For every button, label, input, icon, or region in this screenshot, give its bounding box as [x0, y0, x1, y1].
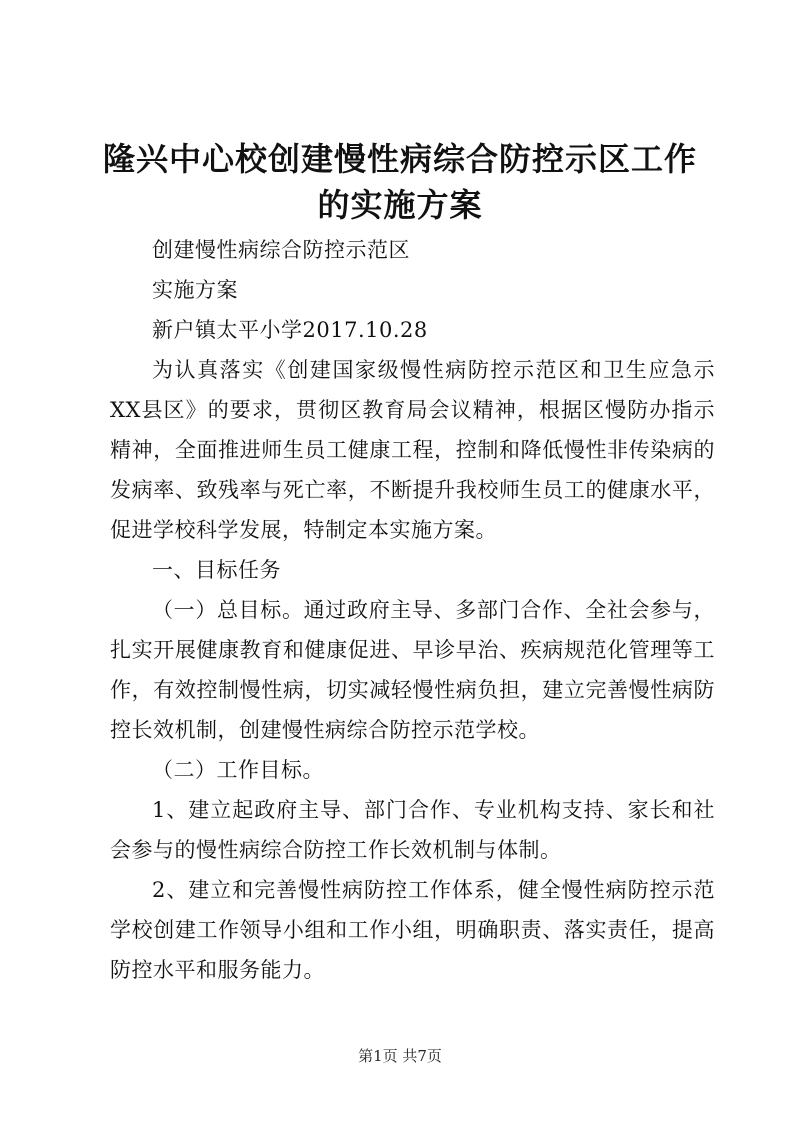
paragraph-author-date: 新户镇太平小学2017.10.28 [152, 318, 428, 342]
paragraph-intro: 为认真落实《创建国家级慢性病防控示范区和卫生应急示XX县区》的要求，贯彻区教育局会议精神，根据区慢防办指示精神，全面推进师生员工健康工程，控制和降低慢性非传染病的发病率、致残率与死亡率，不断提升我校师生员工的健康水平，促进学校科学发展，特制定本实施方案。 [110, 358, 715, 542]
paragraph-work-goals-heading: （二）工作目标。 [152, 758, 324, 782]
page-footer: 第1页 共7页 [358, 1047, 442, 1065]
paragraph-overall-goal: （一）总目标。通过政府主导、多部门合作、全社会参与，扎实开展健康教育和健康促进、早诊早治、疾病规范化管理等工作，有效控制慢性病，切实减轻慢性病负担，建立完善慢性病防控长效机制，创建慢性病综合防控示范学校。 [110, 598, 715, 742]
document-body [110, 230, 715, 990]
document-title: 隆兴中心校创建慢性病综合防控示区工作的实施方案 [102, 140, 697, 224]
section-heading-goals: 一、目标任务 [152, 558, 281, 582]
paragraph-goal-item-2: 2、建立和完善慢性病防控工作体系，健全慢性病防控示范学校创建工作领导小组和工作小组，明确职责、落实责任，提高防控水平和服务能力。 [110, 878, 715, 982]
paragraph-subtitle-1: 创建慢性病综合防控示范区 [152, 238, 410, 262]
paragraph-subtitle-2: 实施方案 [152, 278, 238, 302]
paragraph-goal-item-1: 1、建立起政府主导、部门合作、专业机构支持、家长和社会参与的慢性病综合防控工作长效机制与体制。 [110, 798, 715, 862]
